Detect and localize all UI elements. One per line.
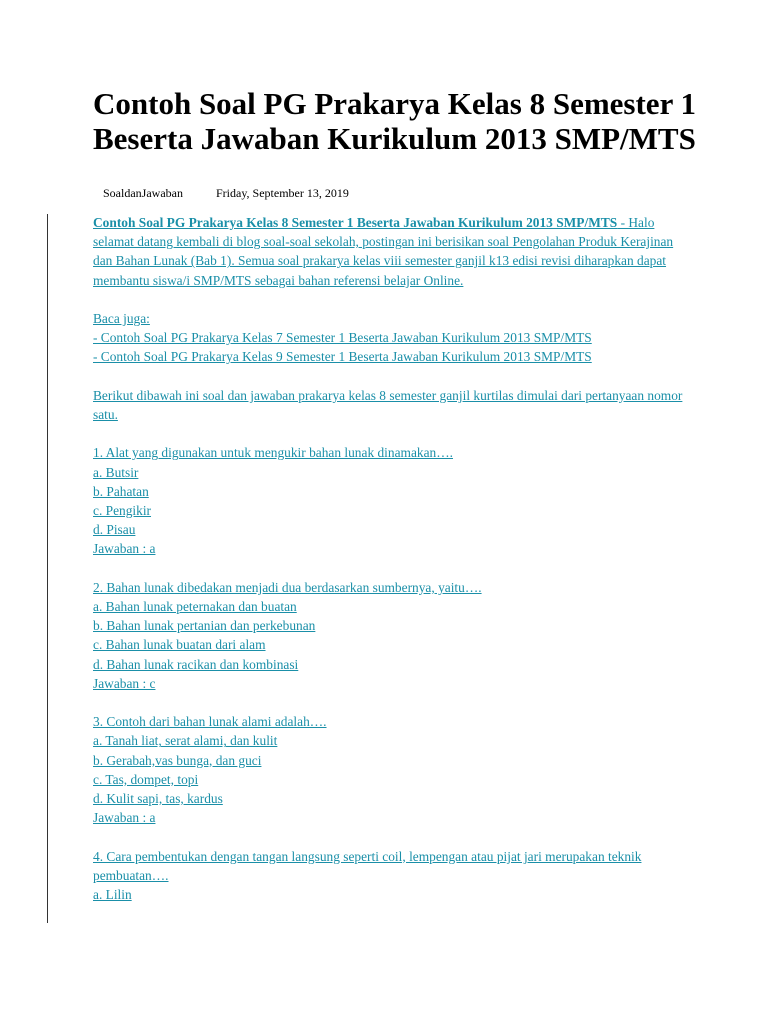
- post-date: Friday, September 13, 2019: [215, 186, 349, 200]
- question-block: [93, 443, 683, 558]
- answer-option: a. Tanah liat, serat alami, dan kulit: [93, 733, 278, 749]
- answer-option: b. Pahatan: [93, 483, 149, 499]
- read-also-label: Baca juga:: [93, 311, 150, 326]
- author-name[interactable]: SoaldanJawaban: [103, 186, 183, 200]
- answer-option: c. Bahan lunak buatan dari alam: [93, 637, 266, 653]
- answer-option: d. Bahan lunak racikan dan kombinasi: [93, 656, 299, 672]
- read-also-section: [93, 309, 683, 367]
- lead-in-text: Berikut dibawah ini soal dan jawaban prakarya kelas 8 semester ganjil kurtilas dimulai dari pertanyaan nomor satu.: [93, 387, 683, 422]
- question-text: 1. Alat yang digunakan untuk mengukir bahan lunak dinamakan….: [93, 445, 453, 461]
- answer-option: a. Bahan lunak peternakan dan buatan: [93, 599, 297, 614]
- read-also-link-kelas-9[interactable]: - Contoh Soal PG Prakarya Kelas 9 Semester 1 Beserta Jawaban Kurikulum 2013 SMP/MTS: [93, 349, 592, 365]
- intro-lead-link[interactable]: Contoh Soal PG Prakarya Kelas 8 Semester 1 Beserta Jawaban Kurikulum 2013 SMP/MTS: [93, 215, 618, 230]
- byline: [103, 186, 349, 201]
- question-text: 3. Contoh dari bahan lunak alami adalah….: [93, 714, 327, 730]
- article-title: Contoh Soal PG Prakarya Kelas 8 Semester 1 Beserta Jawaban Kurikulum 2013 SMP/MTS: [93, 86, 697, 156]
- answer-key: Jawaban : c: [93, 675, 156, 691]
- answer-option: d. Pisau: [93, 522, 136, 538]
- question-text: 4. Cara pembentukan dengan tangan langsung seperti coil, lempengan atau pijat jari merupakan teknik pembuatan….: [93, 848, 642, 883]
- answer-option: a. Butsir: [93, 464, 139, 480]
- intro-text: - Halo selamat datang kembali di blog soal-soal sekolah, postingan ini berisikan soal Pengolahan Produk Kerajinan dan Bahan Lunak (Bab 1). Semua soal prakarya kelas viii semester ganjil k13 edisi revisi diharapkan dapat membantu siswa/i SMP/MTS sebagai bahan referensi belajar Online.: [93, 215, 674, 288]
- read-also-link-kelas-7[interactable]: - Contoh Soal PG Prakarya Kelas 7 Semester 1 Beserta Jawaban Kurikulum 2013 SMP/MTS: [93, 330, 592, 346]
- answer-option: a. Lilin: [93, 887, 132, 903]
- question-block: [93, 847, 683, 905]
- answer-option: b. Bahan lunak pertanian dan perkebunan: [93, 618, 316, 634]
- intro-paragraph: [93, 213, 683, 290]
- question-block: [93, 712, 683, 827]
- answer-option: b. Gerabah,vas bunga, dan guci: [93, 752, 262, 768]
- lead-in-paragraph: [93, 386, 683, 424]
- answer-option: d. Kulit sapi, tas, kardus: [93, 791, 223, 807]
- article-body: [93, 213, 683, 923]
- answer-key: Jawaban : a: [93, 810, 156, 826]
- answer-option: c. Pengikir: [93, 503, 152, 518]
- question-block: [93, 578, 683, 693]
- left-border-line: [47, 214, 48, 923]
- answer-key: Jawaban : a: [93, 541, 156, 557]
- question-text: 2. Bahan lunak dibedakan menjadi dua berdasarkan sumbernya, yaitu….: [93, 579, 482, 595]
- answer-option: c. Tas, dompet, topi: [93, 771, 199, 787]
